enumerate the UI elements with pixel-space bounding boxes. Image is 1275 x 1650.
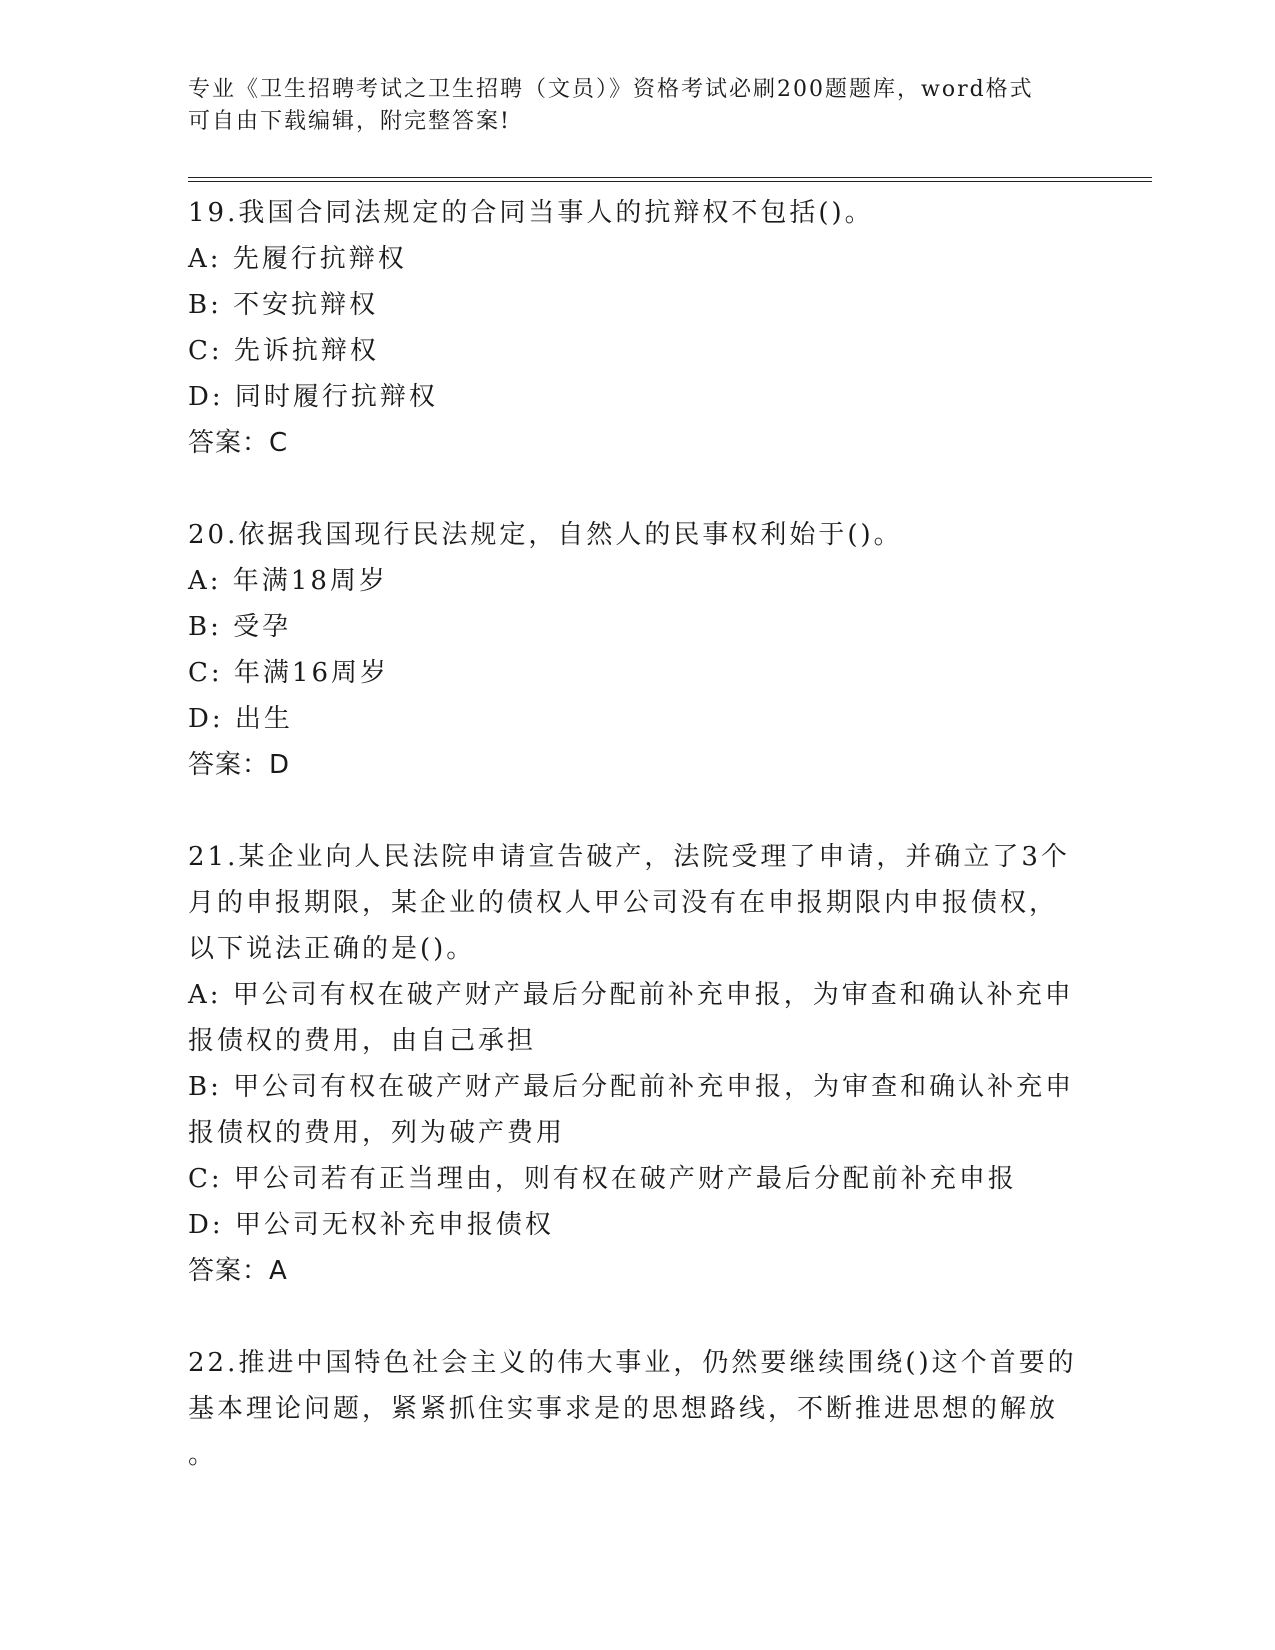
question-spacer: [188, 1294, 1088, 1340]
header-divider-top: [188, 177, 1152, 178]
option-line: A: 年满18周岁: [188, 566, 388, 596]
answer-line: 答案：C: [188, 428, 289, 458]
option-line: A: 先履行抗辩权: [188, 244, 407, 274]
option-line: B: 受孕: [188, 612, 292, 642]
option-line: D: 甲公司无权补充申报债权: [188, 1210, 554, 1240]
option-line: 报债权的费用，列为破产费用: [188, 1118, 566, 1148]
option-line: D: 出生: [188, 704, 293, 734]
question-stem-line: 月的申报期限，某企业的债权人甲公司没有在申报期限内申报债权，: [188, 888, 1059, 918]
header-divider-bottom: [188, 181, 1152, 182]
option-line: 报债权的费用，由自己承担: [188, 1026, 537, 1056]
question-stem-line: 以下说法正确的是()。: [188, 934, 476, 964]
option-line: B: 不安抗辩权: [188, 290, 379, 320]
header-line-1: 专业《卫生招聘考试之卫生招聘（文员）》资格考试必刷200题题库，word格式: [188, 77, 1034, 102]
option-line: D: 同时履行抗辩权: [188, 382, 438, 412]
option-line: C: 甲公司若有正当理由，则有权在破产财产最后分配前补充申报: [188, 1164, 1017, 1194]
option-line: C: 年满16周岁: [188, 658, 390, 688]
question-stem-line: 基本理论问题，紧紧抓住实事求是的思想路线，不断推进思想的解放: [188, 1394, 1059, 1424]
answer-line: 答案：D: [188, 750, 291, 780]
question-block: [188, 1340, 1088, 1478]
answer-line: 答案：A: [188, 1256, 288, 1286]
question-block: [188, 512, 1088, 788]
question-block: [188, 190, 1088, 466]
question-spacer: [188, 466, 1088, 512]
question-stem-line: 19.我国合同法规定的合同当事人的抗辩权不包括()。: [188, 198, 874, 228]
question-stem-line: 22.推进中国特色社会主义的伟大事业，仍然要继续围绕()这个首要的: [188, 1348, 1077, 1378]
question-stem-line: 。: [188, 1440, 218, 1470]
question-stem-line: 20.依据我国现行民法规定，自然人的民事权利始于()。: [188, 520, 903, 550]
document-header: [188, 74, 1068, 138]
option-line: B: 甲公司有权在破产财产最后分配前补充申报，为审查和确认补充申: [188, 1072, 1075, 1102]
question-list: [188, 190, 1088, 1478]
question-block: [188, 834, 1088, 1294]
question-stem-line: 21.某企业向人民法院申请宣告破产，法院受理了申请，并确立了3个: [188, 842, 1070, 872]
header-line-2: 可自由下载编辑，附完整答案!: [188, 109, 511, 134]
question-spacer: [188, 788, 1088, 834]
option-line: C: 先诉抗辩权: [188, 336, 379, 366]
option-line: A: 甲公司有权在破产财产最后分配前补充申报，为审查和确认补充申: [188, 980, 1074, 1010]
